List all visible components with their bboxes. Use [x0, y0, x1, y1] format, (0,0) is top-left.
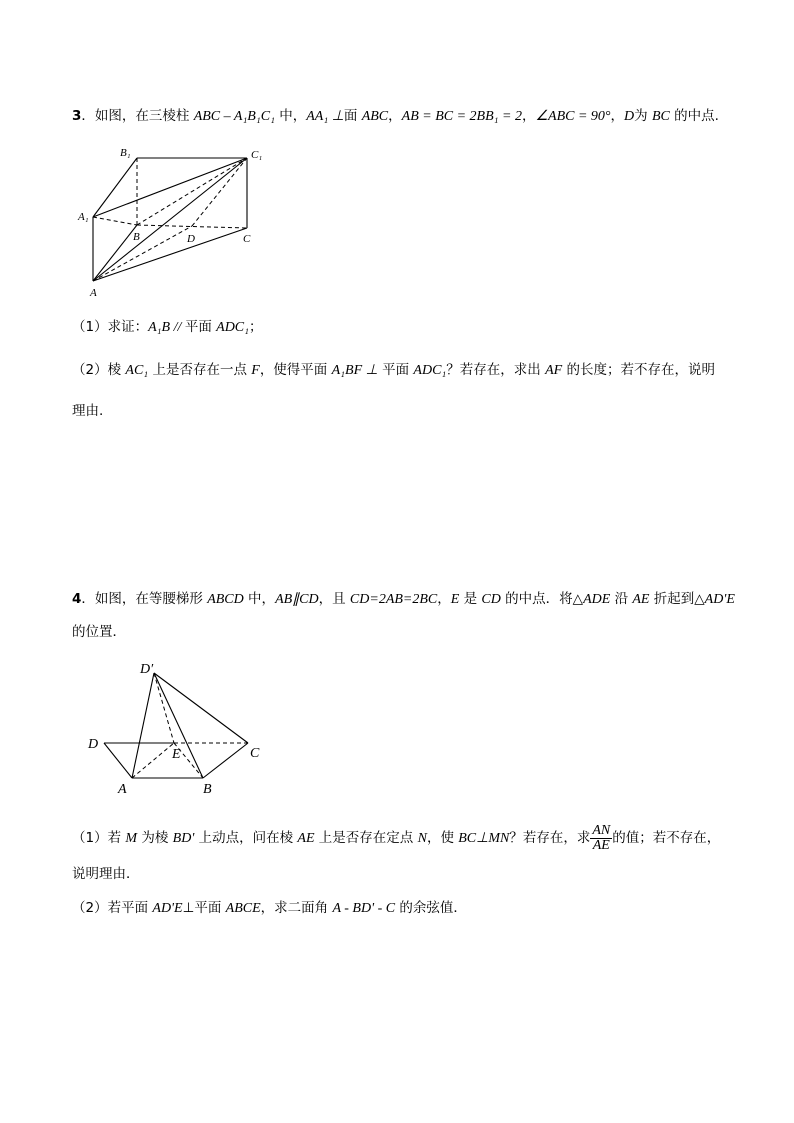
problem3-question2-cont: 理由.	[72, 403, 104, 419]
label-a1: A₁	[78, 211, 89, 223]
label-b: B	[133, 231, 140, 243]
label-b4: B	[203, 782, 212, 797]
problem4-number: 4	[72, 591, 82, 607]
problem3-question1: （1）求证：A₁B // 平面 ADC₁；	[72, 319, 263, 335]
problem3-stem: 3．如图，在三棱柱 ABC – A₁B₁C₁ 中，AA₁ ⊥面 ABC，AB = BC = 2BB₁ = 2，∠ABC = 90°，D为 BC 的中点.	[72, 108, 719, 124]
problem3-question2: （2）棱 AC₁ 上是否存在一点 F，使得平面 A₁BF ⊥ 平面 ADC₁？若存在，求出 AF 的长度；若不存在，说明	[72, 362, 715, 378]
problem4-question2: （2）若平面 AD'E⊥平面 ABCE，求二面角 A - BD' - C 的余弦值．	[72, 900, 467, 916]
label-dprime: D′	[140, 662, 154, 677]
label-d: D	[187, 233, 195, 245]
label-e: E	[172, 747, 181, 762]
problem3-number: 3	[72, 108, 82, 124]
prism-figure	[72, 140, 282, 300]
label-b1: B₁	[120, 147, 131, 159]
label-c1: C₁	[251, 149, 263, 161]
problem4-stem: 4．如图，在等腰梯形 ABCD 中，AB∥CD，且 CD=2AB=2BC，E 是 CD 的中点．将△ADE 沿 AE 折起到△AD'E	[72, 591, 735, 607]
label-a4: A	[118, 782, 127, 797]
fraction-an-ae: $\frac{AN}{AE}$	[592, 822, 611, 853]
problem4-stem-cont: 的位置．	[72, 624, 126, 640]
label-a: A	[90, 287, 97, 299]
label-d4: D	[88, 737, 99, 752]
trapezoid-figure	[84, 655, 274, 800]
label-c: C	[243, 233, 251, 245]
problem4-question1: （1）若 M 为棱 BD' 上动点，问在棱 AE 上是否存在定点 N，使 BC⊥MN？若存在，求 $\frac{AN}{AE}$ 的值；若不存在，	[72, 822, 721, 853]
label-c4: C	[250, 746, 260, 761]
problem4-question1-cont: 说明理由．	[72, 866, 140, 882]
